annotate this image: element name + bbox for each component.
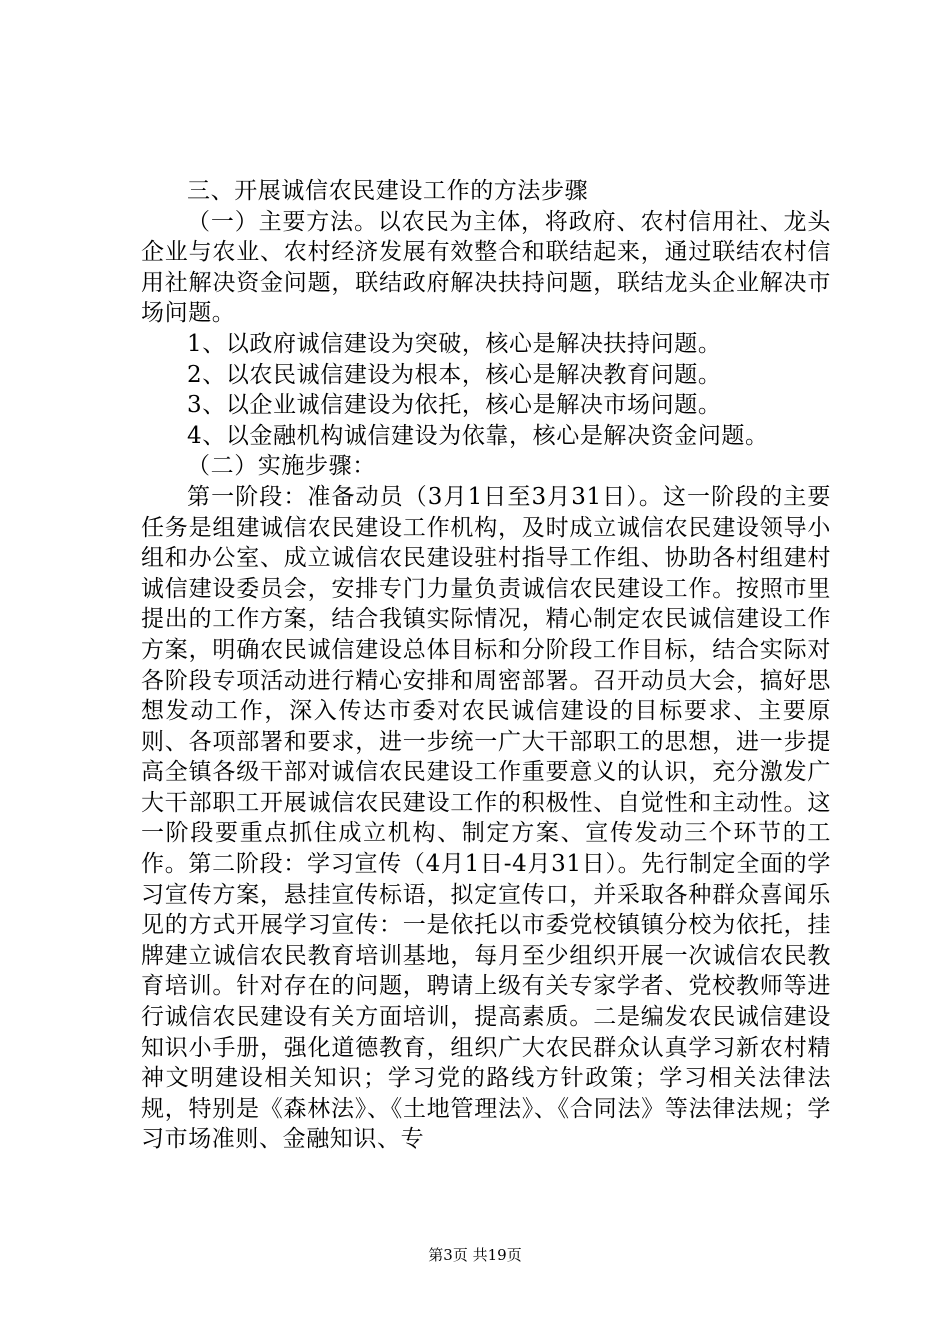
list-item-2: 2、以农民诚信建设为根本，核心是解决教育问题。 [187, 361, 722, 388]
page-footer: 第3页 共19页 [428, 1246, 522, 1264]
paragraph-stages: 第一阶段：准备动员（3月1日至3月31日）。这一阶段的主要任务是组建诚信农民建设工作机构，及时成立诚信农民建设领导小组和办公室、成立诚信农民建设驻村指导工作组、协助各村组建村诚信建设委员会，安排专门力量负责诚信农民建设工作。按照市里提出的工作方案，结合我镇实际情况，精心制定农民诚信建设工作方案，明确农民诚信建设总体目标和分阶段工作目标，结合实际对各阶段专项活动进行精心安排和周密部署。召开动员大会，搞好思想发动工作，深入传达市委对农民诚信建设的目标要求、主要原则、各项部署和要求，进一步统一广大干部职工的思想，进一步提高全镇各级干部对诚信农民建设工作重要意义的认识，充分激发广大干部职工开展诚信农民建设工作的积极性、自觉性和主动性。这一阶段要重点抓住成立机构、制定方案、宣传发动三个环节的工作。第二阶段：学习宣传（4月1日-4月31日）。先行制定全面的学习宣传方案，悬挂宣传标语，拟定宣传口，并采取各种群众喜闻乐见的方式开展学习宣传：一是依托以市委党校镇镇分校为依托，挂牌建立诚信农民教育培训基地，每月至少组织开展一次诚信农民教育培训。针对存在的问题，聘请上级有关专家学者、党校教师等进行诚信农民建设有关方面培训，提高素质。二是编发农民诚信建设知识小手册，强化道德教育，组织广大农民群众认真学习新农村精神文明建设相关知识；学习党的路线方针政策；学习相关法律法规，特别是《森林法》、《土地管理法》、《合同法》等法律法规；学习市场准则、金融知识、专 [141, 483, 831, 1153]
paragraph-main-methods: （一）主要方法。以农民为主体，将政府、农村信用社、龙头企业与农业、农村经济发展有效整合和联结起来，通过联结农村信用社解决资金问题，联结政府解决扶持问题，联结龙头企业解决市场问题。 [141, 208, 831, 327]
section-heading: 三、开展诚信农民建设工作的方法步骤 [187, 178, 589, 204]
list-item-3: 3、以企业诚信建设为依托，核心是解决市场问题。 [187, 392, 722, 419]
document-body [141, 176, 831, 1155]
list-item-4: 4、以金融机构诚信建设为依靠，核心是解决资金问题。 [187, 422, 769, 449]
subsection-heading: （二）实施步骤： [187, 453, 376, 480]
list-item-1: 1、以政府诚信建设为突破，核心是解决扶持问题。 [187, 330, 722, 357]
